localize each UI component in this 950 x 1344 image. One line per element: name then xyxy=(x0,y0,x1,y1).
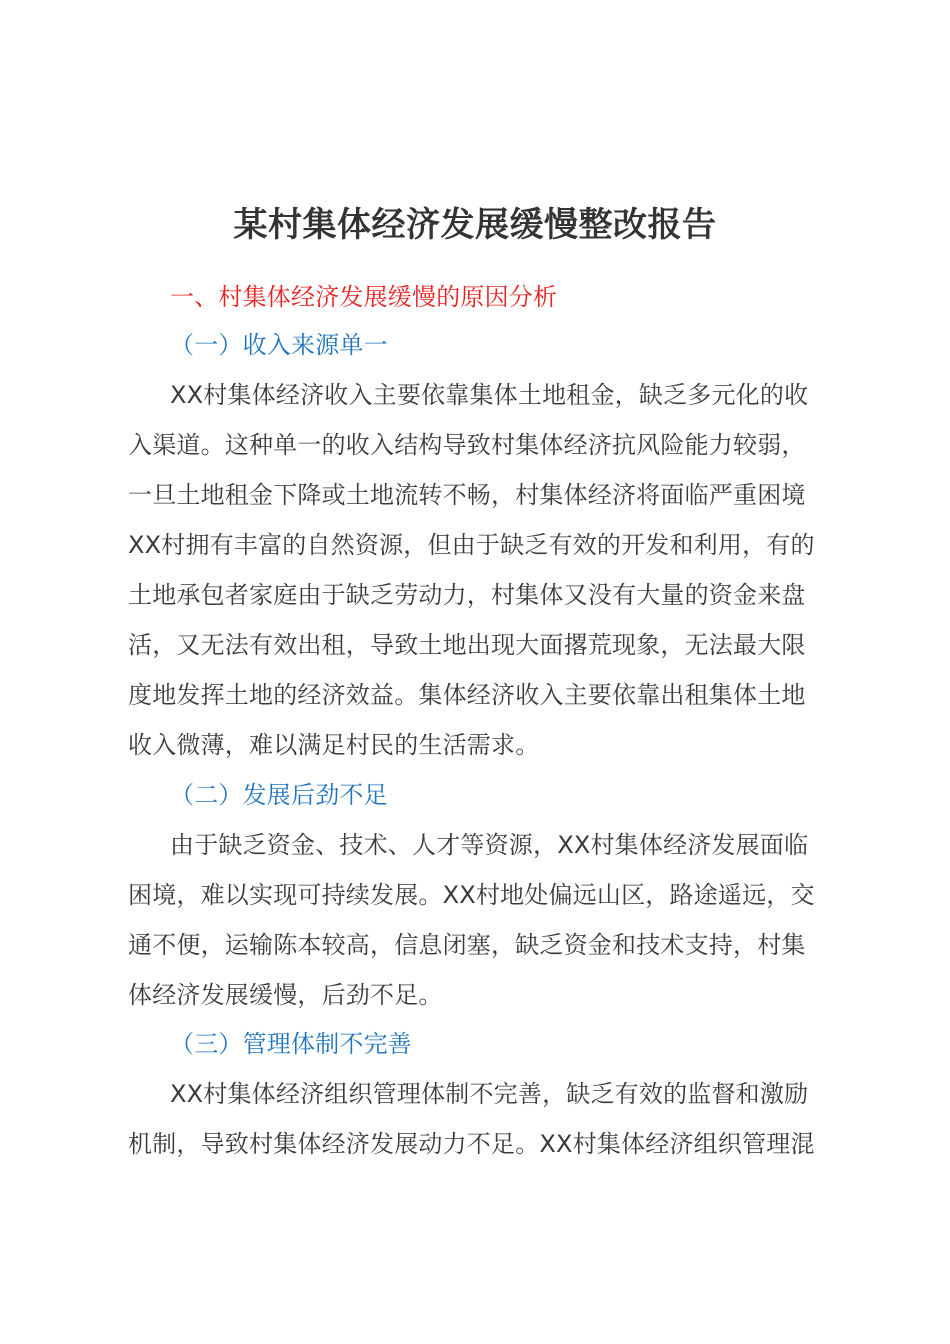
paragraph-line: 度地发挥土地的经济效益。集体经济收入主要依靠出租集体土地 xyxy=(128,681,806,709)
subsection-heading-2: （二）发展后劲不足 xyxy=(170,781,388,809)
document-title: 某村集体经济发展缓慢整改报告 xyxy=(233,205,717,245)
paragraph-line: 体经济发展缓慢，后劲不足。 xyxy=(128,981,443,1009)
section-heading-1: 一、村集体经济发展缓慢的原因分析 xyxy=(170,283,558,311)
paragraph-line: 入渠道。这种单一的收入结构导致村集体经济抗风险能力较弱， xyxy=(128,431,806,459)
paragraph-line: 一旦土地租金下降或土地流转不畅，村集体经济将面临严重困境 xyxy=(128,481,806,509)
paragraph-line: XX村集体经济组织管理体制不完善，缺乏有效的监督和激励 xyxy=(170,1080,809,1108)
paragraph-line: 活，又无法有效出租，导致土地出现大面撂荒现象，无法最大限 xyxy=(128,631,806,659)
subsection-heading-1: （一）收入来源单一 xyxy=(170,331,388,359)
paragraph-line: XX村集体经济收入主要依靠集体土地租金，缺乏多元化的收 xyxy=(170,381,809,409)
subsection-heading-3: （三）管理体制不完善 xyxy=(170,1030,412,1058)
paragraph-line: 机制，导致村集体经济发展动力不足。XX村集体经济组织管理混 xyxy=(128,1130,815,1158)
paragraph-line: 困境，难以实现可持续发展。XX村地处偏远山区，路途遥远，交 xyxy=(128,881,815,909)
paragraph-line: 收入微薄，难以满足村民的生活需求。 xyxy=(128,731,540,759)
paragraph-line: XX村拥有丰富的自然资源，但由于缺乏有效的开发和利用，有的 xyxy=(128,531,815,559)
paragraph-line: 由于缺乏资金、技术、人才等资源，XX村集体经济发展面临 xyxy=(170,831,809,859)
paragraph-line: 通不便，运输陈本较高，信息闭塞，缺乏资金和技术支持，村集 xyxy=(128,931,806,959)
paragraph-line: 土地承包者家庭由于缺乏劳动力，村集体又没有大量的资金来盘 xyxy=(128,581,806,609)
